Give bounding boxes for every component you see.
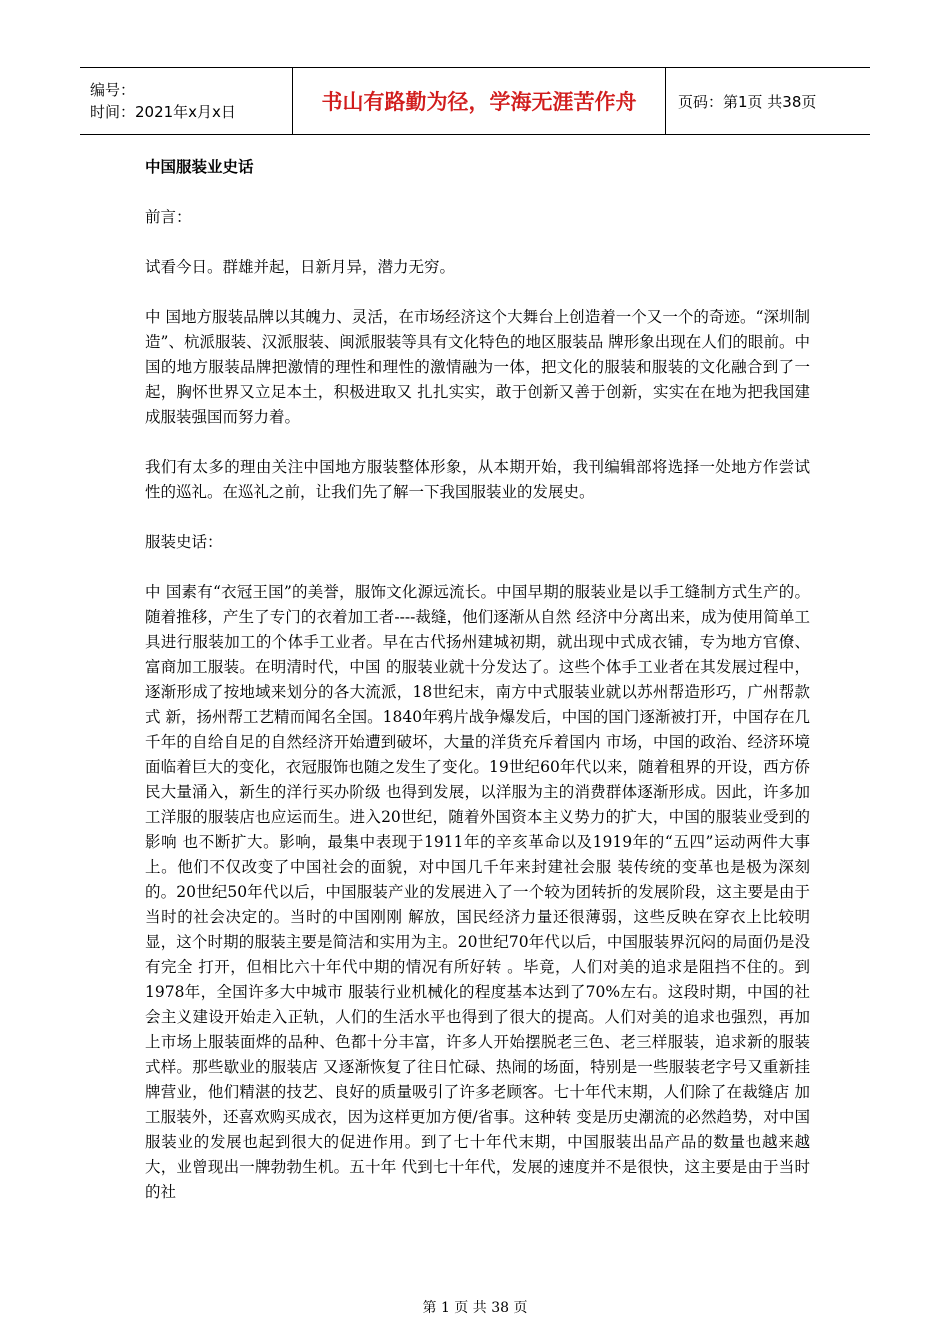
paragraph: 试看今日。群雄并起，日新月异，潜力无穷。 [145, 258, 456, 276]
header-meta [80, 68, 293, 135]
paragraph: 中 国素有“衣冠王国”的美誉，服饰文化源远流长。中国早期的服装业是以手工缝制方式生产的。随着推移，产生了专门的衣着加工者----裁缝，他们逐渐从自然 经济中分离出来，成为使用简单工具进行服装加工的个体手工业者。早在古代扬州建城初期，就出现中式成衣铺，专为地方官僚、富商加工服装。在明清时代，中国 的服装业就十分发达了。这些个体手工业者在其发展过程中，逐渐形成了按地域来划分的各大流派，18世纪末，南方中式服装业就以苏州帮造形巧，广州帮款式 新，扬州帮工艺精而闻名全国。1840年鸦片战争爆发后，中国的国门逐渐被打开，中国存在几千年的自给自足的自然经济开始遭到破坏，大量的洋货充斥着国内 市场，中国的政治、经济环境面临着巨大的变化，衣冠服饰也随之发生了变化。19世纪60年代以来，随着租界的开设，西方侨民大量涌入，新生的洋行买办阶级 也得到发展，以洋服为主的消费群体逐渐形成。因此，许多加工洋服的服装店也应运而生。进入20世纪，随着外国资本主义势力的扩大，中国的服装业受到的影响 也不断扩大。影响，最集中表现于1911年的辛亥革命以及1919年的“五四”运动两件大事上。他们不仅改变了中国社会的面貌，对中国几千年来封建社会服 装传统的变革也是极为深刻的。20世纪50年代以后，中国服装产业的发展进入了一个较为团转折的发展阶段，这主要是由于当时的社会决定的。当时的中国刚刚 解放，国民经济力量还很薄弱，这些反映在穿衣上比较明显，这个时期的服装主要是简洁和实用为主。20世纪70年代以后，中国服装界沉闷的局面仍是没有完全 打开，但相比六十年代中期的情况有所好转 。毕竟，人们对美的追求是阻挡不住的。到1978年，全国许多大中城市 服装行业机械化的程度基本达到了70%左右。这段时期，中国的社会主义建设开始走入正轨，人们的生活水平也得到了很大的提高。人们对美的追求也强烈，再加 上市场上服装面烨的品种、色都十分丰富，许多人开始摆脱老三色、老三样服装，追求新的服装式样。那些歇业的服装店 又逐渐恢复了往日忙碌、热闹的场面，特别是一些服装老字号又重新挂牌营业，他们精湛的技艺、良好的质量吸引了许多老顾客。七十年代末期，人们除了在裁缝店 加工服装外，还喜欢购买成衣，因为这样更加方便/省事。这种转 变是历史潮流的必然趋势，对中国服装业的发展也起到很大的促进作用。到了七十年代末期，中国服装出品产品的数量也越来越大，业曾现出一牌勃勃生机。五十年 代到七十年代，发展的速度并不是很快，这主要是由于当时的社 [145, 583, 810, 1201]
page-header [80, 67, 870, 135]
header-motto: 书山有路勤为径，学海无涯苦作舟 [293, 68, 666, 135]
header-page-info: 页码：第1页 共38页 [666, 68, 871, 135]
document-date: 时间：2021年x月x日 [90, 103, 236, 121]
document-number-label: 编号： [90, 81, 136, 99]
preface-label: 前言： [145, 208, 192, 226]
paragraph: 我们有太多的理由关注中国地方服装整体形象，从本期开始，我刊编辑部将选择一处地方作尝试性的巡礼。在巡礼之前，让我们先了解一下我国服装业的发展史。 [145, 458, 810, 501]
history-label: 服装史话： [145, 533, 223, 551]
document-body [145, 155, 810, 1205]
page-footer: 第 1 页 共 38 页 [422, 1300, 528, 1316]
document-title: 中国服装业史话 [145, 158, 254, 176]
paragraph: 中 国地方服装品牌以其魄力、灵活，在市场经济这个大舞台上创造着一个又一个的奇迹。“深圳制造”、杭派服装、汉派服装、闽派服装等具有文化特色的地区服装品 牌形象出现在人们的眼前。中国的地方服装品牌把激情的理性和理性的激情融为一体，把文化的服装和服装的文化融合到了一起，胸怀世界又立足本土，积极进取又 扎扎实实，敢于创新又善于创新，实实在在地为把我国建成服装强国而努力着。 [145, 308, 810, 426]
